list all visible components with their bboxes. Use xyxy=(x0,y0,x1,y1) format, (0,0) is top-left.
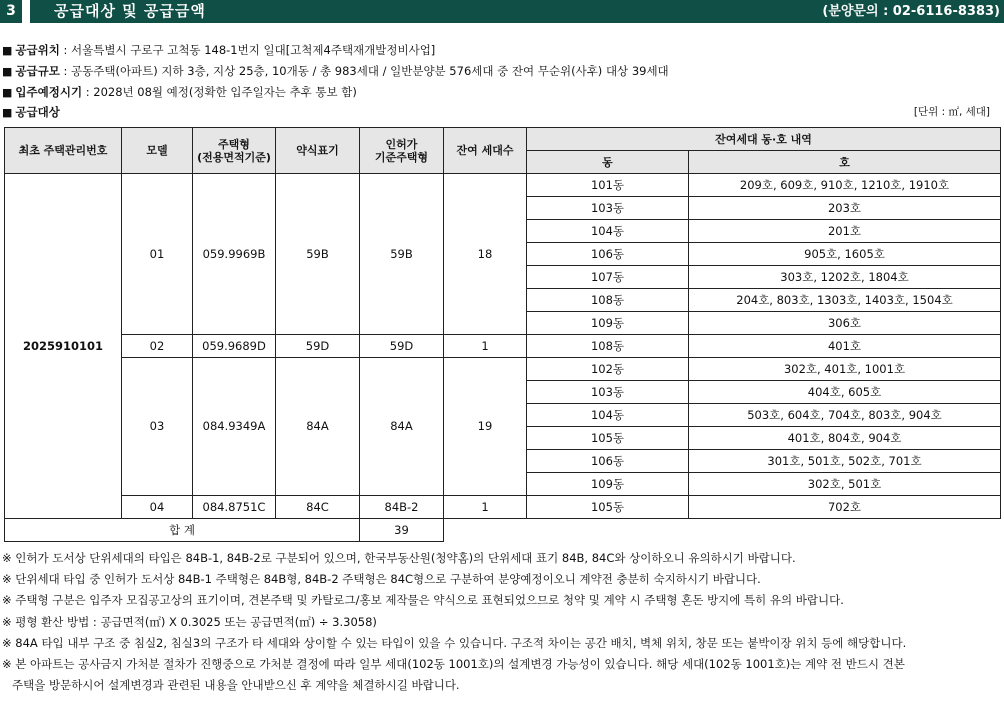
total-row xyxy=(5,519,1001,542)
dong-cell: 104동 xyxy=(527,404,689,427)
header-detail: 잔여세대 동·호 내역 xyxy=(527,128,1001,151)
ho-cell: 209호, 609호, 910호, 1210호, 1910호 xyxy=(689,174,1001,197)
note-line: ※ 인허가 도서상 단위세대의 타입은 84B-1, 84B-2로 구분되어 있으며, 한국부동산원(청약홈)의 단위세대 표기 84B, 84C와 상이하오니 유의하시기 바랍니다. xyxy=(2,551,796,565)
dong-cell: 109동 xyxy=(527,473,689,496)
ho-cell: 302호, 401호, 1001호 xyxy=(689,358,1001,381)
ho-cell: 203호 xyxy=(689,197,1001,220)
header-permit: 인허가 기준주택형 xyxy=(360,128,444,174)
permit-cell: 59B xyxy=(360,174,444,335)
header-abbr: 약식표기 xyxy=(276,128,360,174)
dong-cell: 101동 xyxy=(527,174,689,197)
ho-cell: 301호, 501호, 502호, 701호 xyxy=(689,450,1001,473)
info-value: : 서울특별시 구로구 고척동 148-1번지 일대[고척제4주택재개발정비사업] xyxy=(59,43,436,57)
count-cell: 1 xyxy=(444,496,527,519)
note-line: ※ 84A 타입 내부 구조 중 침실2, 침실3의 구조가 타 세대와 상이할 수 있는 타입이 있을 수 있습니다. 구조적 차이는 공간 배치, 벽체 위치, 창문 또는 붙박이장 위치 등에 해당합니다. xyxy=(2,635,907,650)
bullet-square: ■ xyxy=(2,106,13,119)
note-line: ※ 단위세대 타입 중 인허가 도서상 84B-1 주택형은 84B형, 84B-2 주택형은 84C형으로 구분하여 분양예정이오니 계약전 충분히 숙지하시기 바랍니다. xyxy=(2,572,761,587)
notes-section xyxy=(2,548,1000,696)
bullet-square: ■ xyxy=(2,44,13,57)
dong-cell: 109동 xyxy=(527,312,689,335)
bullet-square: ■ xyxy=(2,65,13,78)
ho-cell: 702호 xyxy=(689,496,1001,519)
ho-cell: 401호 xyxy=(689,335,1001,358)
bullet-square: ■ xyxy=(2,86,13,99)
abbr-cell: 84A xyxy=(276,358,360,496)
table-row xyxy=(5,496,1001,519)
type-cell: 084.8751C xyxy=(193,496,276,519)
dong-cell: 108동 xyxy=(527,289,689,312)
count-cell: 19 xyxy=(444,358,527,496)
type-cell: 059.9969B xyxy=(193,174,276,335)
dong-cell: 107동 xyxy=(527,266,689,289)
info-label: 공급대상 xyxy=(15,105,60,119)
housing-code: 2025910101 xyxy=(5,174,122,519)
info-label: 공급위치 xyxy=(15,43,60,57)
permit-cell: 84A xyxy=(360,358,444,496)
ho-cell: 401호, 804호, 904호 xyxy=(689,427,1001,450)
note-line: ※ 평형 환산 방법 : 공급면적(㎡) X 0.3025 또는 공급면적(㎡) ÷ 3.3058) xyxy=(2,614,377,629)
section-number: 3 xyxy=(0,0,30,23)
ho-cell: 201호 xyxy=(689,220,1001,243)
info-label: 입주예정시기 xyxy=(15,85,83,99)
permit-cell: 59D xyxy=(360,335,444,358)
info-value: : 2028년 08월 예정(정확한 입주일자는 추후 통보 함) xyxy=(82,85,357,99)
dong-cell: 105동 xyxy=(527,496,689,519)
model-cell: 02 xyxy=(122,335,193,358)
table-row xyxy=(5,174,1001,197)
section-title: 공급대상 및 공급금액 xyxy=(54,2,206,20)
dong-cell: 103동 xyxy=(527,381,689,404)
info-location xyxy=(2,42,435,59)
table-row xyxy=(5,335,1001,358)
unit-note: [단위 : ㎡, 세대] xyxy=(913,106,990,118)
total-label: 합 계 xyxy=(5,519,360,542)
ho-cell: 404호, 605호 xyxy=(689,381,1001,404)
header-model: 모델 xyxy=(122,128,193,174)
dong-cell: 106동 xyxy=(527,243,689,266)
ho-cell: 303호, 1202호, 1804호 xyxy=(689,266,1001,289)
note-line-continuation: 주택을 방문하시어 설계변경과 관련된 내용을 안내받으신 후 계약을 체결하시길 바랍니다. xyxy=(12,678,460,693)
dong-cell: 103동 xyxy=(527,197,689,220)
type-cell: 084.9349A xyxy=(193,358,276,496)
model-cell: 01 xyxy=(122,174,193,335)
total-value: 39 xyxy=(360,519,444,542)
count-cell: 18 xyxy=(444,174,527,335)
dong-cell: 106동 xyxy=(527,450,689,473)
info-value: : 공동주택(아파트) 지하 3층, 지상 25층, 10개동 / 총 983세대 / 일반분양분 576세대 중 잔여 무순위(사후) 대상 39세대 xyxy=(59,64,669,78)
ho-cell: 204호, 803호, 1303호, 1403호, 1504호 xyxy=(689,289,1001,312)
note-line: ※ 주택형 구분은 입주자 모집공고상의 표기이며, 견본주택 및 카탈로그/홍보 제작물은 약식으로 표현되었으므로 청약 및 계약 시 주택형 혼돈 방지에 특히 유의 바랍니다. xyxy=(2,593,844,608)
dong-cell: 104동 xyxy=(527,220,689,243)
model-cell: 04 xyxy=(122,496,193,519)
ho-cell: 306호 xyxy=(689,312,1001,335)
abbr-cell: 59D xyxy=(276,335,360,358)
header-ho: 호 xyxy=(689,151,1001,174)
supply-table xyxy=(4,127,1001,542)
info-label: 공급규모 xyxy=(15,64,60,78)
total-blank xyxy=(444,519,689,542)
info-scale xyxy=(2,63,669,80)
header-dong: 동 xyxy=(527,151,689,174)
abbr-cell: 59B xyxy=(276,174,360,335)
header-code: 최초 주택관리번호 xyxy=(5,128,122,174)
info-movein xyxy=(2,84,357,101)
header-remaining: 잔여 세대수 xyxy=(444,128,527,174)
info-target xyxy=(2,104,60,121)
section-header xyxy=(0,0,1004,23)
note-line: ※ 본 아파트는 공사금지 가처분 절차가 진행중으로 가처분 결정에 따라 일부 세대(102동 1001호)의 설계변경 가능성이 있습니다. 해당 세대(102동 1001호)는 계약 전 반드시 견본 xyxy=(2,657,905,672)
header-type: 주택형 (전용면적기준) xyxy=(193,128,276,174)
abbr-cell: 84C xyxy=(276,496,360,519)
type-cell: 059.9689D xyxy=(193,335,276,358)
ho-cell: 302호, 501호 xyxy=(689,473,1001,496)
model-cell: 03 xyxy=(122,358,193,496)
count-cell: 1 xyxy=(444,335,527,358)
dong-cell: 102동 xyxy=(527,358,689,381)
ho-cell: 503호, 604호, 704호, 803호, 904호 xyxy=(689,404,1001,427)
ho-cell: 905호, 1605호 xyxy=(689,243,1001,266)
permit-cell: 84B-2 xyxy=(360,496,444,519)
contact-info: (분양문의 : 02-6116-8383) xyxy=(822,4,1000,19)
dong-cell: 108동 xyxy=(527,335,689,358)
dong-cell: 105동 xyxy=(527,427,689,450)
table-row xyxy=(5,358,1001,381)
